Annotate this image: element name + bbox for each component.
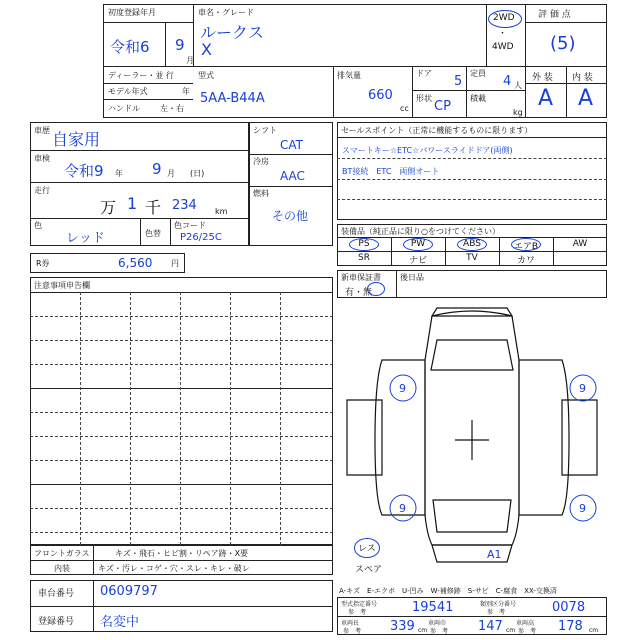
height-sub: 参 考 — [518, 628, 537, 635]
height-value: 178 — [558, 619, 583, 634]
drive-2wd: 2WD — [493, 13, 515, 23]
handle-label: ハンドル — [108, 104, 140, 113]
displacement-unit: cc — [400, 104, 409, 113]
length-unit: cm — [418, 627, 428, 634]
chassis-label: 車台番号 — [38, 589, 75, 599]
door-label: ドア — [416, 69, 432, 78]
drive-4wd: 4WD — [492, 42, 514, 52]
divider — [140, 218, 141, 246]
width-sub: 参 考 — [430, 628, 449, 635]
equipment-item: PW — [410, 239, 426, 249]
interior-cond-text: キズ・汚レ・コゲ・穴・スレ・キレ・破レ — [98, 564, 250, 573]
notes-line — [30, 316, 333, 317]
warranty-value: 有・無 — [345, 288, 373, 298]
divider — [103, 99, 193, 100]
equipment-item: ナビ — [408, 256, 427, 266]
recycle-label: R券 — [36, 259, 50, 268]
sales-line2: BT接続 ETC 両側オート — [342, 167, 440, 176]
shape-label: 形状 — [416, 94, 432, 103]
equipment-circle — [349, 238, 379, 251]
use-value: 自家用 — [52, 130, 101, 149]
equipment-item: カワ — [516, 256, 535, 266]
load-label: 積載 — [470, 94, 486, 103]
length-label: 車両長 — [341, 620, 360, 627]
equipment-circle — [511, 238, 541, 251]
spare-circled: レス — [358, 544, 376, 554]
damage-mark: 9 — [399, 382, 406, 395]
divider — [30, 292, 333, 293]
inspection-era: 令和9 — [64, 162, 104, 180]
inspection-month: 9 — [152, 160, 162, 178]
chassis-value: 0609797 — [100, 584, 158, 599]
divider — [30, 560, 333, 561]
month-unit: 月 — [186, 56, 194, 65]
drive-dot: ・ — [498, 29, 508, 39]
divider — [337, 158, 607, 159]
mileage-unit: km — [215, 207, 228, 216]
reg-value: 名変中 — [100, 615, 140, 630]
divider — [103, 66, 607, 67]
divider — [30, 182, 249, 183]
first-reg-era: 令和6 — [110, 38, 150, 56]
divider — [412, 90, 525, 91]
divider — [30, 606, 333, 607]
width-label: 車両巾 — [428, 620, 447, 627]
notes-line — [30, 340, 333, 341]
interior-label: 内 装 — [572, 73, 593, 83]
mileage-sen: 千 — [145, 198, 162, 217]
equipment-label: 装備品（純正品に限り○をつけてください） — [341, 227, 500, 236]
mileage-rest: 234 — [172, 198, 197, 213]
divider — [249, 186, 333, 187]
inspection-label: 車検 — [34, 154, 50, 163]
notes-column — [230, 292, 231, 545]
divider — [445, 237, 446, 266]
equipment-circle — [457, 238, 487, 251]
mileage-label: 走行 — [34, 186, 50, 195]
type-spec-value: 19541 — [412, 600, 454, 615]
dealer-label: ディーラー・並 行 — [108, 71, 174, 80]
damage-mark: 9 — [579, 502, 586, 515]
notes-line — [30, 364, 333, 365]
width-value: 147 — [478, 619, 503, 634]
divider — [337, 179, 607, 180]
capacity-value: 4 — [503, 74, 512, 89]
notes-line — [30, 532, 333, 533]
exterior-value: A — [538, 86, 554, 111]
divider — [337, 616, 607, 617]
reg-label: 登録番号 — [38, 617, 75, 627]
class-value: 0078 — [552, 600, 586, 615]
spare-label: スペア — [355, 565, 383, 575]
grade: X — [201, 40, 212, 59]
displacement-label: 排気量 — [337, 71, 361, 80]
length-value: 339 — [390, 619, 415, 634]
shift-value: CAT — [280, 138, 303, 152]
divider — [566, 66, 567, 118]
divider — [337, 199, 607, 200]
exterior-label: 外 装 — [532, 73, 553, 83]
ac-value: AAC — [280, 169, 305, 183]
divider — [170, 218, 171, 246]
divider — [193, 4, 194, 66]
load-unit: kg — [513, 108, 523, 117]
interior-cond-label: 内装 — [54, 564, 70, 573]
notes-line — [30, 508, 333, 509]
warranty-circle — [367, 282, 385, 296]
color-change-label: 色替 — [145, 229, 161, 238]
equipment-item: TV — [466, 253, 478, 263]
recycle-unit: 円 — [171, 259, 179, 268]
color-label: 色 — [34, 221, 42, 230]
color-value: レッド — [66, 231, 105, 246]
equipment-item: エアB — [513, 242, 539, 252]
damage-mark: 9 — [579, 382, 586, 395]
interior-value: A — [578, 86, 594, 111]
inspection-month-unit: 月 — [167, 169, 175, 178]
divider — [333, 66, 334, 118]
legend: A-キズ E-エクボ U-凹み W-補修跡 S-サビ C-腐食 XX-交換済 — [339, 587, 557, 595]
type-value: 5AA-B44A — [200, 91, 265, 106]
divider — [412, 66, 413, 118]
divider — [30, 150, 249, 151]
notes-line — [30, 412, 333, 413]
notes-label: 注意事項申告欄 — [34, 281, 90, 290]
recycle-value: 6,560 — [118, 256, 153, 270]
a1-label: A1 — [487, 548, 502, 561]
divider — [391, 237, 392, 266]
equipment-item: ABS — [463, 239, 481, 249]
divider — [466, 66, 467, 118]
divider — [337, 137, 607, 138]
sales-line1: スマートキー☆ETC☆パワースライドドア(両側) — [342, 146, 513, 155]
inspection-year-unit: 年 — [115, 169, 123, 178]
notes-line — [30, 460, 333, 461]
color-code-value: P26/25C — [180, 232, 222, 243]
equipment-item: SR — [358, 253, 370, 263]
divider — [103, 22, 193, 23]
car-name: ルークス — [200, 23, 264, 42]
rating-value: (5) — [550, 33, 576, 54]
notes-line — [30, 436, 333, 437]
warranty-record-label: 後日品 — [400, 273, 424, 282]
equipment-item: PS — [358, 239, 370, 249]
door-value: 5 — [454, 74, 463, 89]
recycle-frame — [30, 253, 185, 273]
notes-column — [80, 292, 81, 545]
car-name-label: 車名・グレード — [198, 8, 254, 17]
class-label: 類別区分番号 — [480, 601, 517, 608]
capacity-label: 定員 — [470, 69, 486, 78]
divider — [499, 237, 500, 266]
first-reg-month: 9 — [175, 36, 185, 54]
divider — [165, 22, 166, 66]
damage-mark: 9 — [399, 502, 406, 515]
notes-line — [30, 388, 333, 389]
notes-frame — [30, 277, 333, 545]
equipment-circle — [403, 238, 433, 251]
fuel-label: 燃料 — [253, 189, 269, 198]
color-code-label: 色コード — [174, 221, 206, 230]
model-year-unit: 年 — [182, 87, 190, 96]
divider — [553, 237, 554, 266]
divider — [525, 22, 607, 23]
notes-column — [280, 292, 281, 545]
ac-label: 冷房 — [253, 157, 269, 166]
windshield-label: フロントガラス — [34, 549, 90, 558]
divider — [396, 270, 397, 298]
shift-label: シフト — [253, 126, 277, 135]
model-year-label: モデル年式 — [108, 87, 148, 96]
displacement-value: 660 — [368, 88, 393, 103]
equipment-item: AW — [572, 239, 588, 249]
length-sub: 参 考 — [343, 628, 362, 635]
notes-column — [180, 292, 181, 545]
sales-label: セールスポイント（正常に機能するものに限ります） — [341, 126, 533, 135]
warranty-new-label: 新車保証書 — [341, 273, 381, 282]
first-reg-label: 初度登録年月 — [108, 8, 156, 17]
shape-value: CP — [434, 99, 451, 114]
notes-line — [30, 484, 333, 485]
type-spec-sub: 参 考 — [348, 609, 367, 616]
windshield-text: キズ・飛石・ヒビ割・リペア跡・X要 — [115, 549, 249, 558]
notes-column — [130, 292, 131, 545]
capacity-unit: 人 — [514, 81, 522, 90]
use-label: 車歴 — [34, 126, 50, 135]
height-unit: cm — [589, 627, 599, 634]
handle-options: 左・右 — [160, 104, 184, 113]
divider — [103, 83, 193, 84]
inspection-day: (日) — [190, 169, 205, 178]
divider — [249, 154, 333, 155]
fuel-value: その他 — [272, 209, 309, 223]
mileage-man: 万 — [100, 198, 117, 217]
divider — [337, 251, 607, 252]
divider — [486, 4, 487, 66]
height-label: 車両高 — [516, 620, 535, 627]
class-sub: 参 考 — [487, 609, 506, 616]
mileage-thousand: 1 — [127, 194, 138, 213]
car-diagram — [337, 300, 607, 580]
divider — [525, 83, 607, 84]
rating-label: 評 価 点 — [538, 10, 571, 20]
type-label: 型式 — [198, 71, 214, 80]
width-unit: cm — [506, 627, 516, 634]
type-spec-label: 型式指定番号 — [341, 601, 378, 608]
